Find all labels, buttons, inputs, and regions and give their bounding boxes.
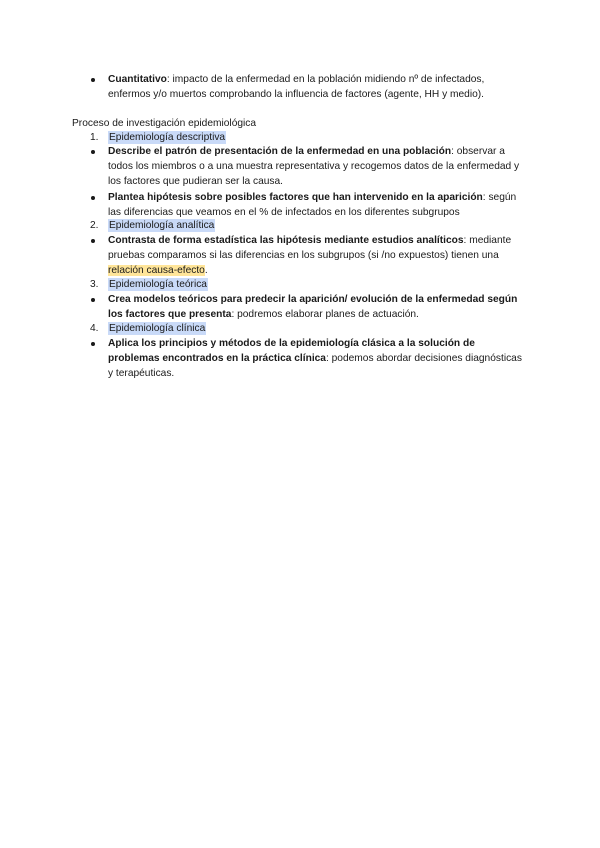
bullet-text (108, 190, 528, 220)
bullet-bold: Contrasta de forma estadística las hipótesis mediante estudios analíticos (108, 235, 464, 246)
section-title: Epidemiología teórica (109, 279, 207, 290)
bullet-rest: : según las diferencias que veamos en el % de infectados en los diferentes subgrupos (108, 192, 517, 218)
bullet-icon (91, 150, 95, 154)
bullet-bold: Describe el patrón de presentación de la enfermedad en una población (108, 146, 452, 157)
bullet-rest: : podremos elaborar planes de actuación. (231, 309, 419, 320)
item-number: 4. (90, 323, 99, 334)
bullet-icon (91, 196, 95, 200)
bullet-bold: Cuantitativo (108, 74, 167, 85)
bullet-icon (91, 78, 95, 82)
item-number: 2. (90, 220, 99, 231)
section-title: Epidemiología descriptiva (109, 132, 226, 143)
bullet-text (108, 292, 528, 322)
bullet-icon (91, 298, 95, 302)
bullet-rest: : mediante pruebas comparamos si las diferencias en los subgrupos (si /no expuestos) tienen una (108, 235, 512, 261)
bullet-rest: : podemos abordar decisiones diagnósticas y terapéuticas. (108, 353, 522, 379)
item-number: 1. (90, 132, 99, 143)
item-number: 3. (90, 279, 99, 290)
section-title: Epidemiología analítica (109, 220, 215, 231)
section-heading: Proceso de investigación epidemiológica (72, 118, 257, 129)
bullet-rest: : observar a todos los miembros o a una muestra representativa y recogemos datos de la enfermedad y los factores que pudieran ser la causa. (108, 146, 520, 187)
bullet-icon (91, 342, 95, 346)
bullet-bold: Plantea hipótesis sobre posibles factores que han intervenido en la aparición (108, 192, 483, 203)
highlighted-text: relación causa-efecto (108, 265, 205, 276)
bullet-icon (91, 239, 95, 243)
bullet-rest: : impacto de la enfermedad en la población midiendo nº de infectados, enfermos y/o muertos comprobando la influencia de factores (agente, HH y medio). (108, 74, 485, 100)
bullet-text (108, 72, 528, 102)
bullet-text (108, 336, 528, 381)
bullet-text (108, 233, 528, 278)
bullet-text (108, 144, 528, 189)
section-title: Epidemiología clínica (109, 323, 206, 334)
bullet-after: . (204, 265, 208, 276)
bullet-bold: Aplica los principios y métodos de la epidemiología clásica a la solución de problemas encontrados en la práctica clínica (108, 338, 475, 364)
bullet-bold: Crea modelos teóricos para predecir la aparición/ evolución de la enfermedad según los factores que presenta (108, 294, 518, 320)
